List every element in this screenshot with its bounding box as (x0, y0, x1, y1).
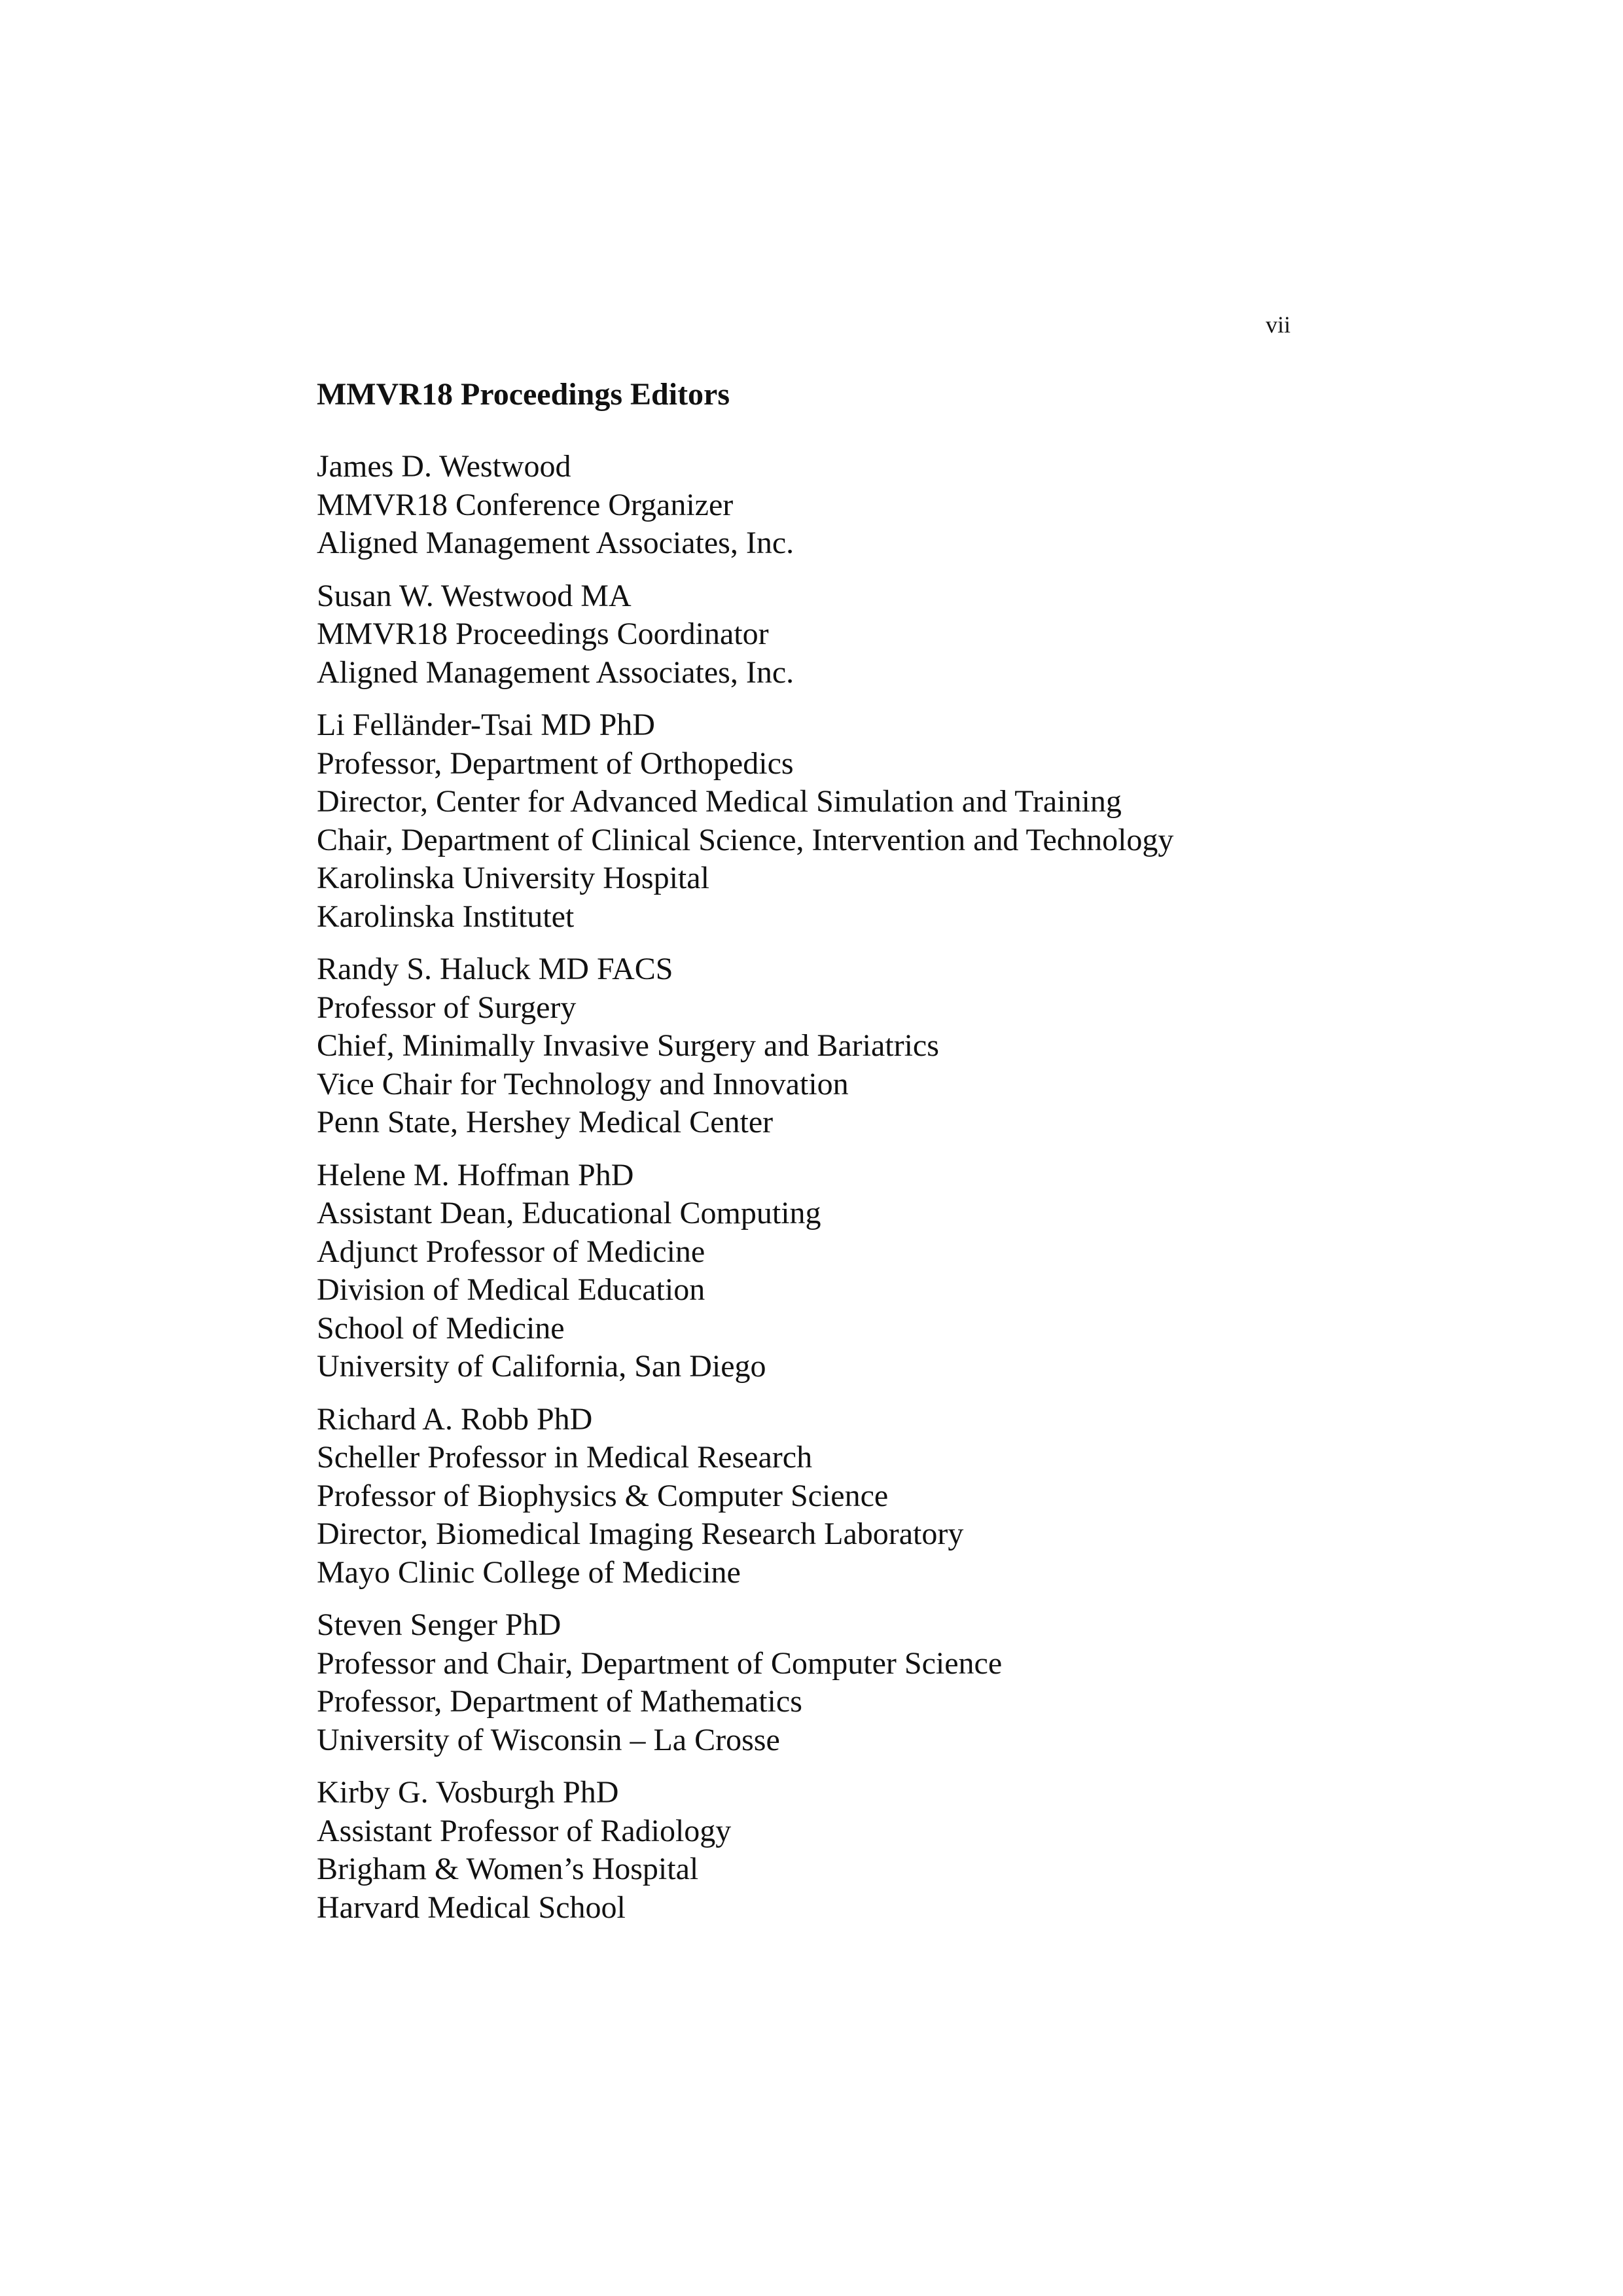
editor-name: James D. Westwood (317, 449, 571, 484)
page-number: vii (1265, 312, 1291, 338)
editor-entry (317, 1774, 1429, 1927)
editor-affiliation-line: School of Medicine (317, 1310, 565, 1346)
editor-entry (317, 950, 1429, 1142)
editor-affiliation-line: MMVR18 Conference Organizer (317, 487, 734, 522)
editor-affiliation-line: Assistant Professor of Radiology (317, 1813, 732, 1848)
editor-entry (317, 1157, 1429, 1386)
editor-name: Steven Senger PhD (317, 1607, 562, 1642)
editor-name: Randy S. Haluck MD FACS (317, 952, 673, 986)
editor-entry (317, 1606, 1429, 1759)
editor-affiliation-line: Chair, Department of Clinical Science, Intervention and Technology (317, 822, 1174, 857)
editor-affiliation-line: Professor, Department of Orthopedics (317, 745, 794, 781)
editor-affiliation-line: Harvard Medical School (317, 1890, 626, 1925)
editors-list (317, 448, 1429, 1927)
editor-affiliation-line: Assistant Dean, Educational Computing (317, 1196, 821, 1230)
editor-name: Richard A. Robb PhD (317, 1401, 593, 1437)
editor-affiliation-line: Professor of Biophysics & Computer Science (317, 1478, 889, 1513)
editor-affiliation-line: Karolinska Institutet (317, 899, 575, 934)
editor-affiliation-line: University of Wisconsin – La Crosse (317, 1722, 780, 1757)
editor-affiliation-line: Professor, Department of Mathematics (317, 1684, 802, 1719)
editor-affiliation-line: Division of Medical Education (317, 1272, 705, 1307)
editor-affiliation-line: Brigham & Women’s Hospital (317, 1852, 699, 1886)
page-content (317, 376, 1429, 1941)
editor-affiliation-line: Aligned Management Associates, Inc. (317, 526, 794, 560)
editor-affiliation-line: Director, Center for Advanced Medical Simulation and Training (317, 784, 1122, 819)
editor-entry (317, 577, 1429, 692)
editor-affiliation-line: Vice Chair for Technology and Innovation (317, 1066, 849, 1102)
editor-name: Susan W. Westwood MA (317, 578, 632, 613)
editor-affiliation-line: Karolinska University Hospital (317, 861, 709, 895)
editor-entry (317, 706, 1429, 936)
editor-affiliation-line: Adjunct Professor of Medicine (317, 1234, 705, 1269)
editor-affiliation-line: Scheller Professor in Medical Research (317, 1440, 813, 1475)
editor-name: Li Felländer-Tsai MD PhD (317, 708, 655, 742)
editor-entry (317, 1401, 1429, 1592)
editor-entry (317, 448, 1429, 563)
editor-affiliation-line: Professor and Chair, Department of Computer Science (317, 1645, 1003, 1681)
editor-affiliation-line: University of California, San Diego (317, 1349, 766, 1384)
editor-affiliation-line: Aligned Management Associates, Inc. (317, 655, 794, 690)
section-title: MMVR18 Proceedings Editors (317, 377, 730, 412)
editor-affiliation-line: Chief, Minimally Invasive Surgery and Bariatrics (317, 1028, 939, 1063)
editor-affiliation-line: Penn State, Hershey Medical Center (317, 1105, 774, 1139)
editor-affiliation-line: Director, Biomedical Imaging Research Laboratory (317, 1516, 964, 1551)
editor-affiliation-line: MMVR18 Proceedings Coordinator (317, 617, 769, 651)
editor-name: Helene M. Hoffman PhD (317, 1157, 634, 1193)
editor-affiliation-line: Professor of Surgery (317, 990, 577, 1025)
editor-affiliation-line: Mayo Clinic College of Medicine (317, 1554, 741, 1590)
editor-name: Kirby G. Vosburgh PhD (317, 1775, 619, 1810)
